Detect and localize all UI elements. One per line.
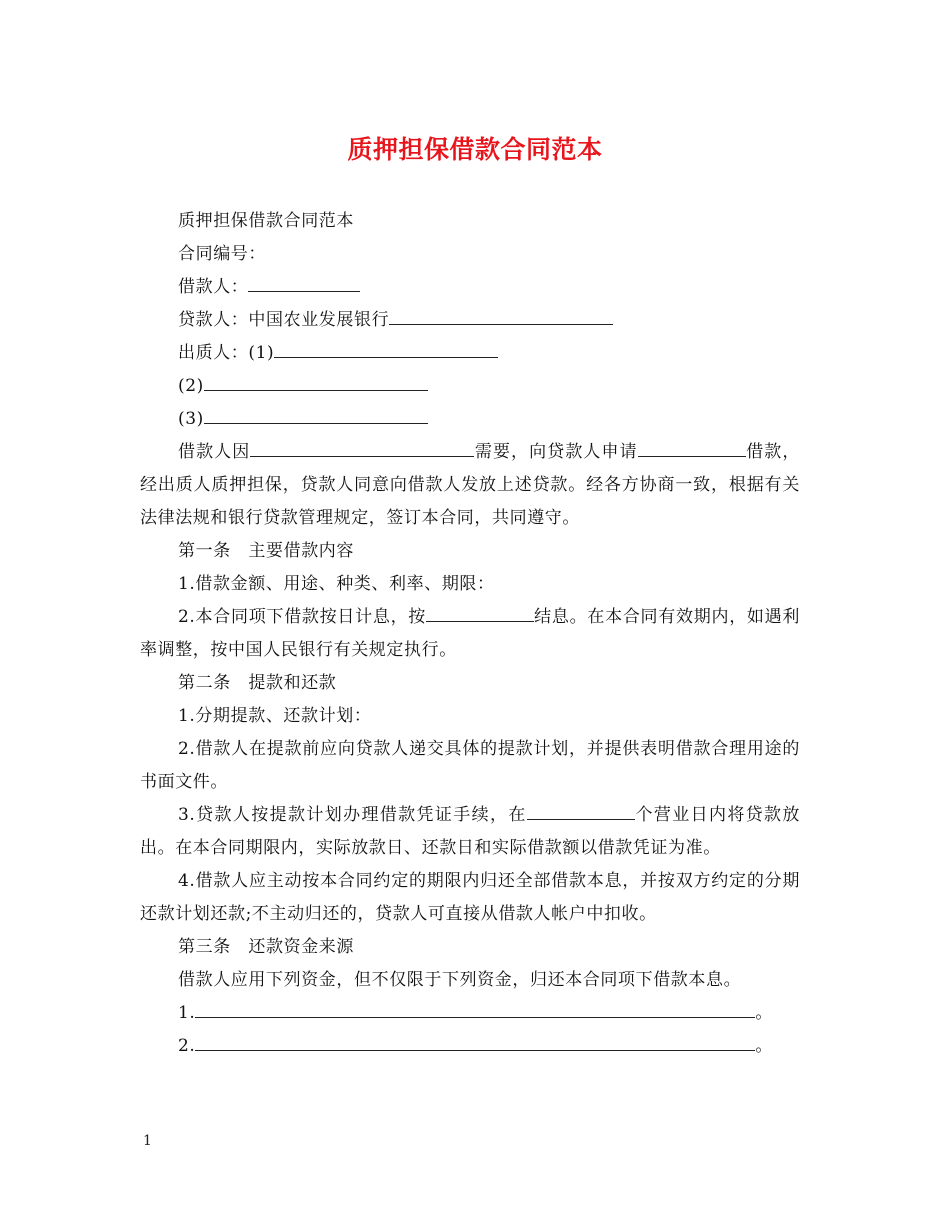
- article-2-item-2: 2.借款人在提款前应向贷款人递交具体的提款计划，并提供表明借款合理用途的书面文件。: [140, 739, 800, 792]
- contract-number-line: 合同编号：: [178, 244, 266, 264]
- article-3-item-2: [140, 1030, 800, 1063]
- business-days-blank: [527, 799, 635, 820]
- lender-label: 贷款人：中国农业发展银行: [178, 310, 390, 330]
- intro-text-c: 借款，经出质人质押担保，贷款人同意向借款人发放上述贷款。经各方协商一致，根据有关法律法规和银行贷款管理规定，签订本合同，共同遵守。: [140, 442, 800, 528]
- lender-blank: [389, 304, 613, 325]
- pledgor-3-label: (3): [178, 409, 204, 429]
- pledgor-2-label: (2): [178, 376, 204, 396]
- article-3-item-2-label: 2.: [178, 1036, 196, 1056]
- borrower-blank: [248, 271, 360, 292]
- article-2-item-3-text-b: 个营业日内将贷款放出。在本合同期限内，实际放款日、还款日和实际借款额以借款凭证为准。: [140, 805, 801, 858]
- pledgor-2-blank: [204, 370, 428, 391]
- article-2-heading: 第二条 提款和还款: [178, 673, 337, 693]
- article-3-item-1-label: 1.: [178, 1003, 196, 1023]
- document-title: 质押担保借款合同范本: [347, 135, 603, 164]
- borrower-line: [140, 271, 800, 304]
- fund-source-2-blank: [195, 1030, 755, 1051]
- pledgor-3-blank: [204, 403, 428, 424]
- pledgor-3-line: [140, 403, 800, 436]
- pledgor-label: 出质人：(1): [178, 343, 275, 363]
- intro-paragraph: [140, 436, 800, 535]
- contract-body: [140, 205, 800, 1063]
- purpose-blank: [250, 436, 474, 457]
- article-3-heading: 第三条 还款资金来源: [178, 937, 354, 957]
- article-3-item-1-period: 。: [755, 1003, 774, 1023]
- article-2-item-3-text-a: 3.贷款人按提款计划办理借款凭证手续，在: [178, 805, 527, 825]
- fund-source-1-blank: [195, 997, 755, 1018]
- intro-text-b: 需要，向贷款人申请: [474, 442, 638, 462]
- article-1-item-2: [140, 601, 800, 667]
- article-1-heading: 第一条 主要借款内容: [178, 541, 354, 561]
- article-1-item-2-text-a: 2.本合同项下借款按日计息，按: [178, 607, 427, 627]
- interest-settlement-blank: [426, 601, 534, 622]
- borrower-label: 借款人：: [178, 277, 249, 297]
- article-3-intro: 借款人应用下列资金，但不仅限于下列资金，归还本合同项下借款本息。: [178, 970, 742, 990]
- lender-line: [140, 304, 800, 337]
- article-2-item-3: [140, 799, 800, 865]
- article-1-item-2-text-b: 结息。在本合同有效期内，如遇利率调整，按中国人民银行有关规定执行。: [140, 607, 800, 660]
- pledgor-2-line: [140, 370, 800, 403]
- article-3-item-2-period: 。: [755, 1036, 774, 1056]
- article-2-item-4: 4.借款人应主动按本合同约定的期限内归还全部借款本息，并按双方约定的分期还款计划还款;不主动归还的，贷款人可直接从借款人帐户中扣收。: [140, 871, 800, 924]
- subtitle-line: 质押担保借款合同范本: [178, 211, 354, 231]
- article-1-item-1: 1.借款金额、用途、种类、利率、期限：: [178, 574, 495, 594]
- pledgor-line: [140, 337, 800, 370]
- article-3-item-1: [140, 997, 800, 1030]
- intro-text-a: 借款人因: [178, 442, 251, 462]
- article-2-item-1: 1.分期提款、还款计划：: [178, 706, 372, 726]
- loan-type-blank: [638, 436, 746, 457]
- pledgor-1-blank: [274, 337, 498, 358]
- page-number: 1: [143, 1133, 152, 1149]
